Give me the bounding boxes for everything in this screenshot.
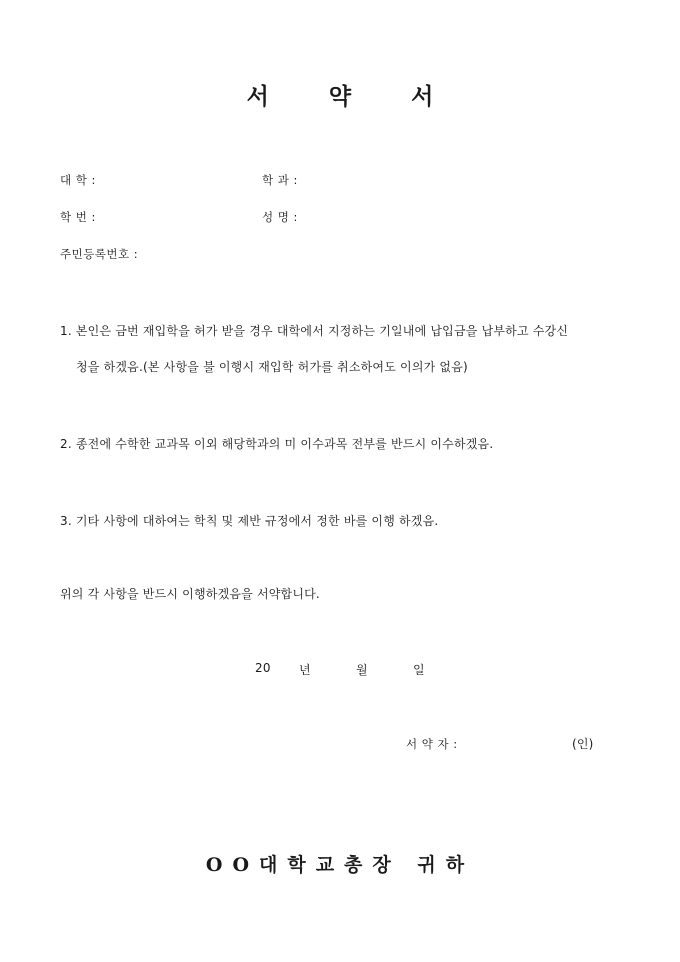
item-2: 2. 종전에 수학한 교과목 이외 해당학과의 미 이수과목 전부를 반드시 이수하겠음. <box>60 437 494 451</box>
date-year: 년 <box>299 663 311 677</box>
item-1-line-2: 청을 하겠음.(본 사항을 불 이행시 재입학 허가를 취소하여도 이의가 없음) <box>76 360 468 374</box>
university-label: 대 학 : <box>60 173 96 187</box>
resident-number-label: 주민등록번호 : <box>60 247 139 261</box>
name-label: 성 명 : <box>262 210 298 224</box>
recipient-footer: OO대학교총장 귀하 <box>205 854 475 876</box>
pledge-statement: 위의 각 사항을 반드시 이행하겠음을 서약합니다. <box>60 587 320 601</box>
student-number-label: 학 번 : <box>60 210 96 224</box>
date-month: 월 <box>356 663 368 677</box>
date-year-prefix: 20 <box>255 661 271 675</box>
document-title: 서 약 서 <box>246 83 460 110</box>
department-label: 학 과 : <box>262 173 298 187</box>
item-3: 3. 기타 사항에 대하여는 학칙 및 제반 규정에서 정한 바를 이행 하겠음. <box>60 514 439 528</box>
date-day: 일 <box>413 663 425 677</box>
signer-label: 서 약 자 : <box>406 737 458 751</box>
item-1-line-1: 1. 본인은 금번 재입학을 허가 받을 경우 대학에서 지정하는 기일내에 납입금을 납부하고 수강신 <box>60 324 569 338</box>
seal-mark: (인) <box>572 737 594 751</box>
